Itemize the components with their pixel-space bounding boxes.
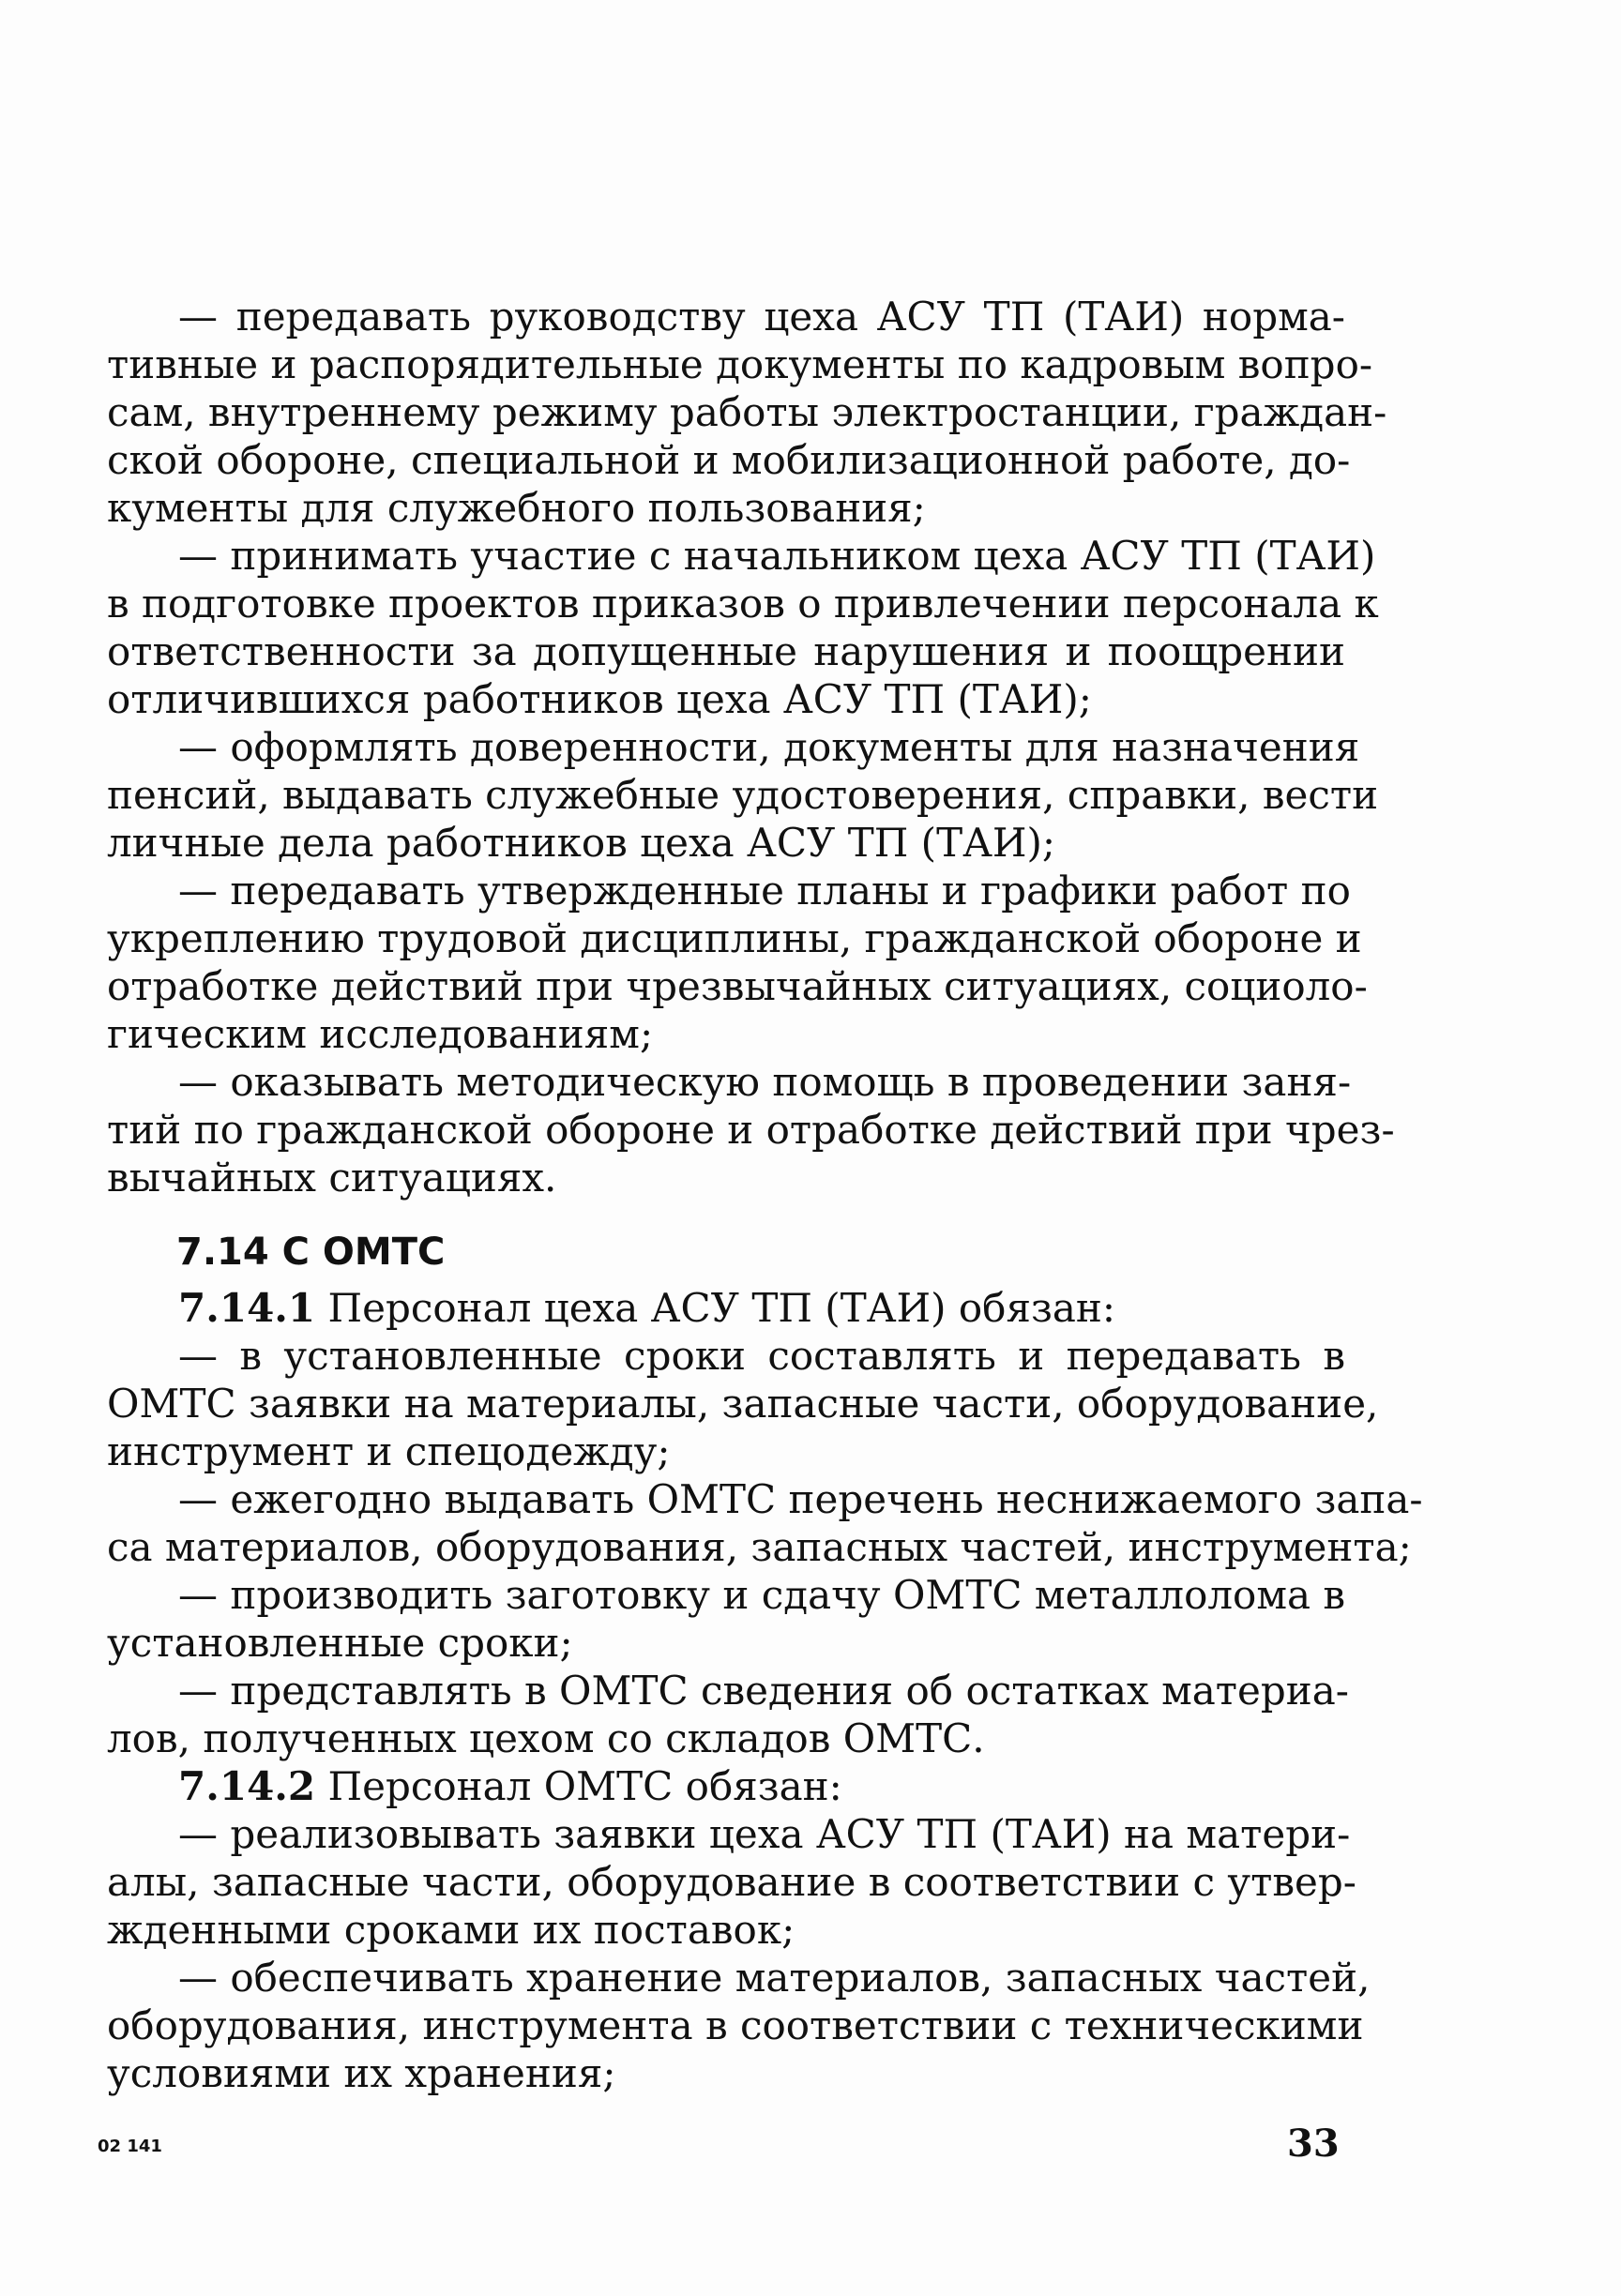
text-line: отработке действий при чрезвычайных ситуациях, социоло- [107, 963, 1368, 1009]
text-line: са материалов, оборудования, запасных частей, инструмента; [107, 1524, 1412, 1570]
text-line: — передавать руководству цеха АСУ ТП (ТАИ) норма- [178, 294, 1345, 340]
text-line: — оказывать методическую помощь в проведении заня- [178, 1059, 1352, 1105]
text-line: алы, запасные части, оборудование в соответствии с утвер- [107, 1859, 1356, 1905]
text-line: гическим исследованиям; [107, 1011, 654, 1057]
text-line: — передавать утвержденные планы и графики работ по [178, 868, 1351, 914]
text-line: вычайных ситуациях. [107, 1155, 557, 1201]
text-line: установленные сроки; [107, 1620, 573, 1666]
text-line: в подготовке проектов приказов о привлечении персонала к [107, 581, 1379, 627]
footer-code: 02 141 [98, 2137, 162, 2156]
text-line: ответственности за допущенные нарушения и поощрении [107, 628, 1345, 674]
body-text [107, 293, 1423, 2097]
text-line: — в установленные сроки составлять и передавать в [178, 1333, 1345, 1379]
text-line: лов, полученных цехом со складов ОМТС. [107, 1715, 985, 1761]
text-line: личные дела работников цеха АСУ ТП (ТАИ); [107, 820, 1056, 866]
text-line: — принимать участие с начальником цеха АСУ ТП (ТАИ) [178, 533, 1376, 579]
text-line: тий по гражданской обороне и отработке действий при чрез- [107, 1107, 1395, 1153]
text-line: — оформлять доверенности, документы для назначения [178, 724, 1360, 770]
subsection-1-text: Персонал цеха АСУ ТП (ТАИ) обязан: [315, 1285, 1116, 1331]
text-line: сам, внутреннему режиму работы электростанции, граждан- [107, 389, 1387, 435]
text-line: оборудования, инструмента в соответствии с техническими [107, 2002, 1364, 2048]
text-line: — производить заготовку и сдачу ОМТС металлолома в [178, 1572, 1346, 1618]
text-line: пенсий, выдавать служебные удостоверения, справки, вести [107, 772, 1379, 818]
text-line: — ежегодно выдавать ОМТС перечень неснижаемого запа- [178, 1476, 1423, 1522]
page-number: 33 [1287, 2122, 1340, 2166]
text-line: ОМТС заявки на материалы, запасные части, оборудование, [107, 1381, 1379, 1427]
text-line: жденными сроками их поставок; [107, 1907, 795, 1953]
text-line: — представлять в ОМТС сведения об остатках материа- [178, 1668, 1350, 1714]
text-line: тивные и распорядительные документы по кадровым вопро- [107, 341, 1373, 387]
subsection-1-number: 7.14.1 [178, 1285, 316, 1331]
subsection-2-text: Персонал ОМТС обязан: [315, 1763, 842, 1809]
subsection-2-line [107, 1762, 1345, 1810]
text-line: инструмент и спецодежду; [107, 1428, 671, 1474]
text-line: отличившихся работников цеха АСУ ТП (ТАИ); [107, 676, 1092, 722]
text-line: укреплению трудовой дисциплины, гражданской обороне и [107, 915, 1362, 961]
text-line: — реализовывать заявки цеха АСУ ТП (ТАИ) на матери- [178, 1811, 1351, 1857]
text-line: ской обороне, специальной и мобилизационной работе, до- [107, 437, 1351, 483]
subsection-2-number: 7.14.2 [178, 1763, 316, 1809]
text-line: кументы для служебного пользования; [107, 485, 926, 531]
text-line: — обеспечивать хранение материалов, запасных частей, [178, 1955, 1371, 2001]
subsection-1-line [107, 1284, 1345, 1332]
section-heading: 7.14 С ОМТС [176, 1231, 446, 1274]
text-line: условиями их хранения; [107, 2050, 616, 2096]
